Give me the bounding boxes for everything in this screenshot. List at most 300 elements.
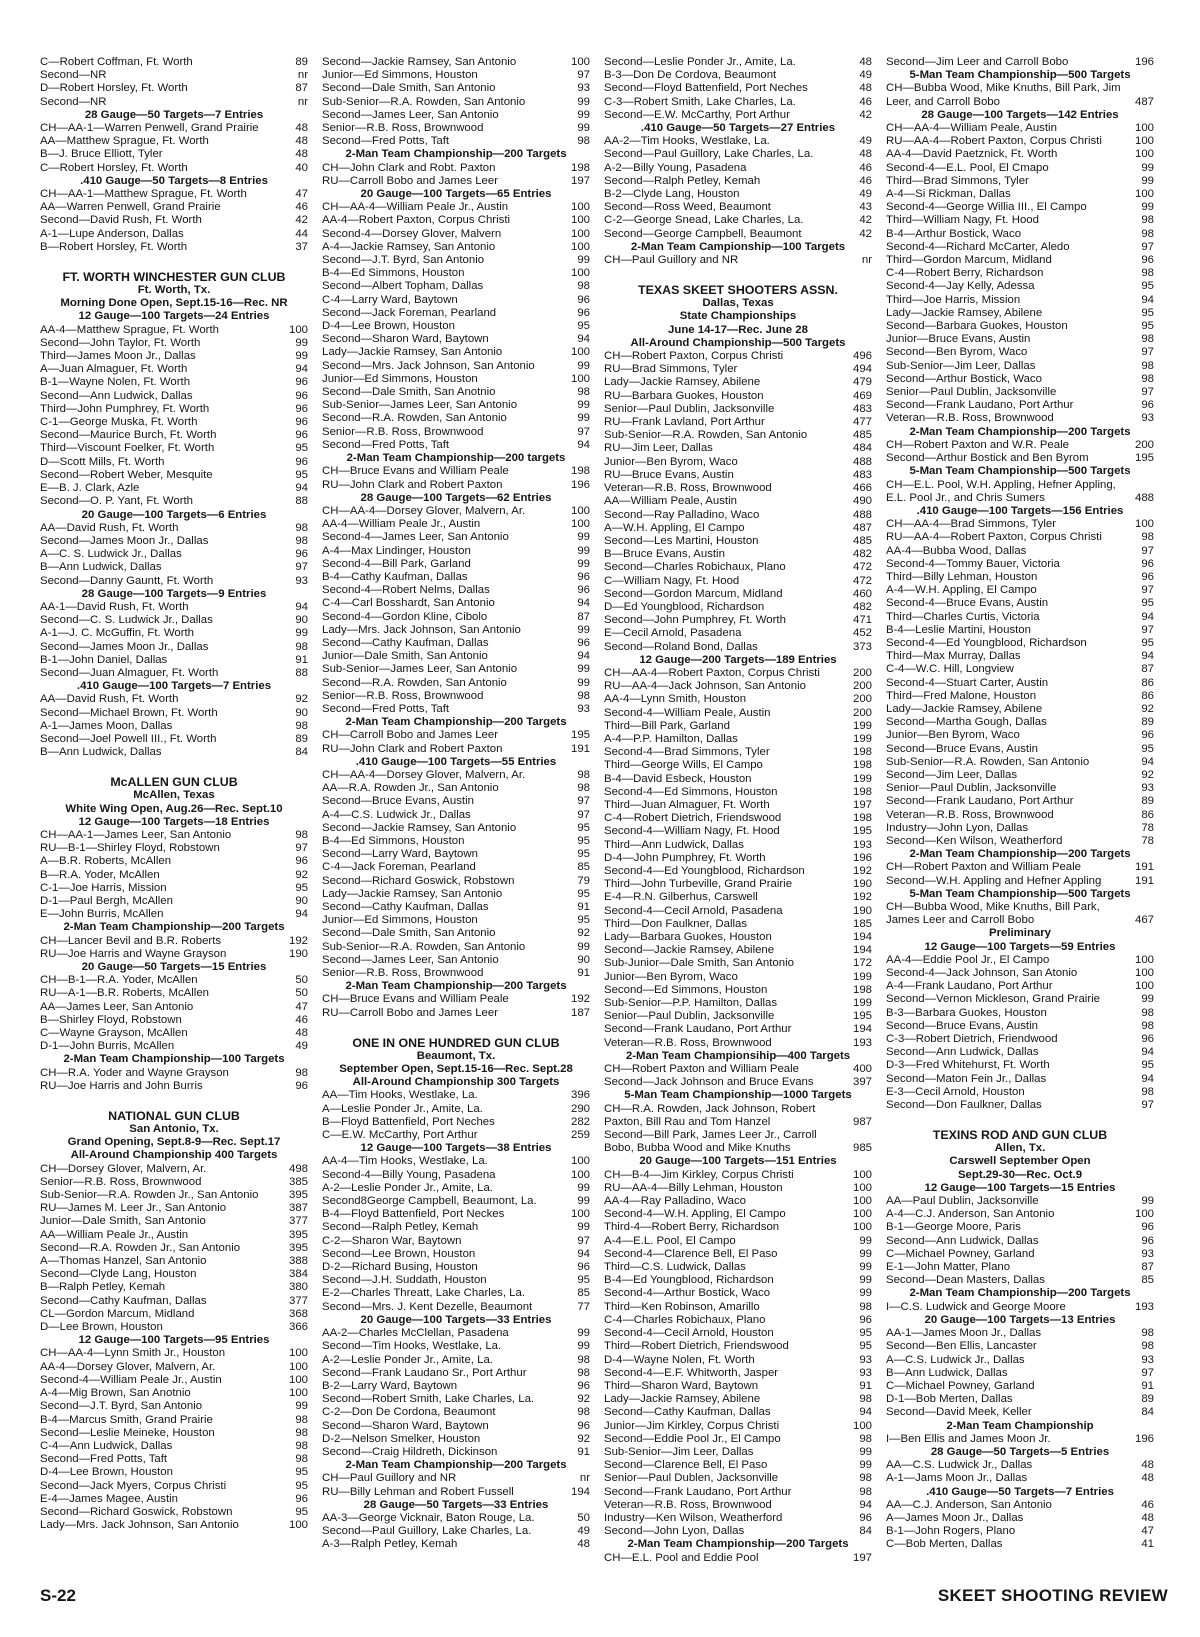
score: 48	[577, 1538, 590, 1551]
shooter-entry: RU—Jim Leer, Dallas	[604, 442, 713, 455]
shooter-entry: A-4—Max Lindinger, Houston	[322, 544, 471, 557]
result-row	[604, 1420, 872, 1433]
shooter-entry: A-1—J. C. McGuffin, Ft. Worth	[40, 627, 195, 640]
score: 89	[1141, 716, 1154, 729]
event-heading: 12 Gauge—100 Targets—15 Entries	[924, 1181, 1116, 1194]
shooter-entry: CH—R.A. Yoder and Wayne Grayson	[40, 1066, 229, 1079]
result-row	[886, 954, 1154, 967]
shooter-entry: Second—Ken Wilson, Weatherford	[886, 834, 1063, 847]
shooter-entry: CH—AA-4—Robert Paxton, Corpus Christi	[604, 666, 820, 679]
score: 98	[295, 521, 308, 534]
score: 95	[577, 848, 590, 861]
score: 197	[570, 174, 590, 187]
score: 366	[288, 1321, 308, 1334]
shooter-entry: B-1—Wayne Nolen, Ft. Worth	[40, 376, 191, 389]
shooter-entry: Industry—John Lyon, Dallas	[886, 821, 1029, 834]
score: 96	[577, 306, 590, 319]
score: 93	[1141, 1353, 1154, 1366]
shooter-entry: Second—Fred Potts, Taft	[322, 135, 450, 148]
result-row	[40, 469, 308, 482]
result-row	[40, 855, 308, 868]
shooter-entry: Second—Ben Byrom, Waco	[886, 346, 1028, 359]
result-row	[322, 109, 590, 122]
score: 98	[1141, 1006, 1154, 1019]
score: 99	[577, 254, 590, 267]
score: 396	[570, 1089, 590, 1102]
shooter-entry: Second—R.A. Rowden Jr., San Antonio	[40, 1241, 241, 1254]
result-row	[322, 518, 590, 531]
result-row	[40, 1480, 308, 1493]
shooter-entry: C-2—George Snead, Lake Charles, La.	[604, 214, 804, 227]
result-row	[604, 1472, 872, 1485]
score: 85	[577, 861, 590, 874]
result-row	[322, 914, 590, 927]
result-row	[886, 188, 1154, 201]
shooter-entry: Second—Robert Weber, Mesquite	[40, 468, 213, 481]
result-row	[322, 201, 590, 214]
score: 471	[852, 614, 872, 627]
result-row	[322, 941, 590, 954]
shooter-entry: CH—AA-1—Warren Penwell, Grand Prairie	[40, 122, 259, 135]
shooter-entry: Senior—R.B. Ross, Brownwood	[322, 425, 484, 438]
shooter-entry: Junior—Ed Simmons, Houston	[322, 69, 478, 82]
event-heading: All-Around Championship 400 Targets	[70, 1149, 278, 1162]
result-row	[40, 241, 308, 254]
result-row	[886, 1274, 1154, 1287]
shooter-entry: Third—Bill Park, Garland	[604, 719, 730, 732]
score: 198	[852, 812, 872, 825]
event-heading: 2-Man Team Championship	[946, 1419, 1094, 1432]
score: 41	[1141, 1538, 1154, 1551]
shooter-entry: Second—Ben Ellis, Lancaster	[886, 1340, 1037, 1353]
result-row	[886, 360, 1154, 373]
result-row	[40, 1506, 308, 1519]
event-heading: June 14-17—Rec. June 28	[668, 323, 808, 336]
event-heading: 5-Man Team Championship—500 Targets	[909, 465, 1131, 478]
score: 95	[295, 1466, 308, 1479]
shooter-entry: Second-4—Bill Park, Garland	[322, 557, 471, 570]
score: 47	[295, 1000, 308, 1013]
result-row	[40, 56, 308, 69]
score: 195	[852, 825, 872, 838]
result-row	[886, 822, 1154, 835]
shooter-entry: C-3—Robert Smith, Lake Charles, La.	[604, 95, 796, 108]
score: 98	[859, 1393, 872, 1406]
score: 194	[852, 1023, 872, 1036]
shooter-entry: Junior—Dale Smith, San Antonio	[40, 1215, 206, 1228]
shooter-entry: Second-4—Stuart Carter, Austin	[886, 676, 1049, 689]
result-row	[886, 980, 1154, 993]
shooter-entry: CH—AA-4—William Peale Jr., Austin	[322, 201, 509, 214]
shooter-entry: A—James Moon Jr., Dallas	[886, 1511, 1024, 1524]
score: 192	[570, 993, 590, 1006]
score: 91	[577, 967, 590, 980]
score: 46	[859, 174, 872, 187]
shooter-entry: B-4—Ed Youngblood, Richardson	[604, 1274, 774, 1287]
shooter-entry: Second—Martha Gough, Dallas	[886, 716, 1047, 729]
score: 199	[852, 719, 872, 732]
result-row	[322, 822, 590, 835]
result-row	[886, 1512, 1154, 1525]
shooter-entry: Sub-Senior—P.P. Hamilton, Dallas	[604, 997, 778, 1010]
result-row	[40, 829, 308, 842]
score: 96	[1141, 1234, 1154, 1247]
score: 37	[295, 240, 308, 253]
score: 190	[852, 904, 872, 917]
result-row	[886, 914, 1154, 927]
result-row	[604, 495, 872, 508]
shooter-entry: Second—Frank Laudano, Port Arthur	[886, 795, 1074, 808]
shooter-entry: CH—Robert Paxton, Corpus Christi	[604, 350, 784, 363]
result-row	[40, 1163, 308, 1176]
shooter-entry: AA-4—David Paetznick, Ft. Worth	[886, 148, 1058, 161]
shooter-entry: Junior—Ben Byrom, Waco	[886, 729, 1020, 742]
score: 198	[852, 759, 872, 772]
shooter-entry: E—B. J. Clark, Azle	[40, 482, 140, 495]
result-row	[40, 707, 308, 720]
score: 78	[1141, 834, 1154, 847]
shooter-entry: Second—Dale Smith, San Anotnio	[322, 386, 496, 399]
shooter-entry: Second—David Rush, Ft. Worth	[40, 214, 202, 227]
score: 191	[1134, 861, 1154, 874]
shooter-entry: D-3—Fred Whitehurst, Ft. Worth	[886, 1059, 1050, 1072]
shooter-entry: E-4—R.N. Gilberhus, Carswell	[604, 891, 758, 904]
event-heading: 2-Man Team Championship—200 Targets	[345, 148, 567, 161]
result-row	[604, 1182, 872, 1195]
shooter-entry: Second—Paul Guillory, Lake Charles, La.	[604, 148, 814, 161]
shooter-entry: AA—R.A. Rowden Jr., San Antonio	[322, 782, 499, 795]
score: 93	[859, 1366, 872, 1379]
shooter-entry: RU—Bruce Evans, Austin	[604, 468, 734, 481]
score: 193	[852, 1036, 872, 1049]
result-row	[886, 56, 1154, 69]
shooter-entry: Lady—Jackie Ramsey, San Antonio	[322, 887, 503, 900]
result-row	[886, 1099, 1154, 1112]
event-heading: 20 Gauge—100 Targets—6 Entries	[81, 508, 267, 521]
score: 98	[577, 689, 590, 702]
shooter-entry: Second-4—William Nagy, Ft. Hood	[604, 825, 780, 838]
result-row	[322, 1221, 590, 1234]
shooter-entry: Second—James Leer, San Antonio	[322, 108, 499, 121]
shooter-entry: Second—Bruce Evans, Austin	[322, 795, 474, 808]
score: 48	[859, 82, 872, 95]
score: 187	[570, 1006, 590, 1019]
shooter-entry: Second—Ralph Petley, Kemah	[322, 1221, 479, 1234]
score: 94	[577, 650, 590, 663]
shooter-entry: Second—Ed Simmons, Houston	[604, 983, 768, 996]
result-row	[886, 584, 1154, 597]
result-row	[322, 571, 590, 584]
shooter-entry: AA-2—Charles McClellan, Pasadena	[322, 1327, 509, 1340]
score: 395	[288, 1189, 308, 1202]
shooter-entry: Third—Ann Ludwick, Dallas	[604, 838, 744, 851]
shooter-entry: AA-4—Robert Paxton, Corpus Christi	[322, 214, 511, 227]
shooter-entry: AA—David Rush, Ft. Worth	[40, 693, 179, 706]
shooter-entry: Third—George Wills, El Campo	[604, 759, 763, 772]
score: 483	[852, 468, 872, 481]
event-heading: 12 Gauge—100 Targets—59 Entries	[924, 940, 1116, 953]
result-row	[604, 1552, 872, 1565]
score: 397	[852, 1076, 872, 1089]
result-row	[40, 1067, 308, 1080]
score: 96	[859, 1313, 872, 1326]
score: 46	[859, 95, 872, 108]
score: 482	[852, 548, 872, 561]
shooter-entry: Second—R.A. Rowden, San Antonio	[322, 412, 507, 425]
result-row	[40, 162, 308, 175]
shooter-entry: RU—B-1—Shirley Floyd, Robstown	[40, 842, 220, 855]
event-heading: 2-Man Team Championship—200 Targets	[909, 848, 1131, 861]
shooter-entry: A-1—James Moon, Dallas	[40, 719, 173, 732]
shooter-entry: Second—James Leer, San Antonio	[322, 953, 499, 966]
shooter-entry: A-1—Jams Moon Jr., Dallas	[886, 1472, 1028, 1485]
shooter-entry: CH—Bruce Evans and William Peale	[322, 465, 509, 478]
result-row	[40, 1387, 308, 1400]
shooter-entry: E-4—James Magee, Austin	[40, 1492, 179, 1505]
score: 97	[1141, 584, 1154, 597]
shooter-entry: Second-4—William Peale, Austin	[604, 706, 771, 719]
result-row	[322, 1129, 590, 1142]
shooter-entry: Second—David Meek, Keller	[886, 1406, 1032, 1419]
result-row	[40, 1440, 308, 1453]
score: 100	[1134, 188, 1154, 201]
shooter-entry: A-4—Mig Brown, San Anotnio	[40, 1387, 191, 1400]
score: 100	[1134, 1208, 1154, 1221]
result-row	[322, 122, 590, 135]
shooter-entry: RU—John Clark and Robert Paxton	[322, 478, 503, 491]
shooter-entry: RU—Billy Lehman and Robert Fussell	[322, 1485, 514, 1498]
shooter-entry: Second-4—E.L. Pool, El Cmapo	[886, 161, 1049, 174]
result-row	[322, 1103, 590, 1116]
shooter-entry: CH—AA-4—Brad Simmons, Tyler	[886, 518, 1057, 531]
result-row	[322, 1301, 590, 1314]
score: 96	[295, 548, 308, 561]
shooter-entry: AA—William Peale, Austin	[604, 495, 737, 508]
score: 100	[1134, 122, 1154, 135]
event-heading: All-Around Championship—500 Targets	[630, 336, 846, 349]
shooter-entry: B-1—John Daniel, Dallas	[40, 653, 168, 666]
shooter-entry: Second—Paul Guillory, Lake Charles, La.	[322, 1525, 532, 1538]
shooter-entry: Senior—Paul Dublin, Jacksonville	[604, 1010, 775, 1023]
score: 469	[852, 389, 872, 402]
shooter-entry: A—W.H. Appling, El Campo	[604, 521, 745, 534]
score: 94	[1141, 293, 1154, 306]
result-row	[40, 376, 308, 389]
result-row	[604, 852, 872, 865]
shooter-entry: Second—Mrs. J. Kent Dezelle, Beaumont	[322, 1300, 533, 1313]
result-row	[322, 241, 590, 254]
score: 48	[295, 122, 308, 135]
shooter-entry: Second—Maurice Burch, Ft. Worth	[40, 429, 217, 442]
score: 86	[1141, 689, 1154, 702]
club-heading: TEXAS SKEET SHOOTERS ASSN.	[638, 283, 838, 298]
result-row	[604, 878, 872, 891]
score: 48	[1141, 1472, 1154, 1485]
result-row	[40, 1400, 308, 1413]
result-row	[40, 1080, 308, 1093]
score: 89	[295, 56, 308, 68]
shooter-entry: Second-4—Tommy Bauer, Victoria	[886, 557, 1060, 570]
result-row	[322, 267, 590, 280]
score: 199	[852, 732, 872, 745]
score: 85	[577, 1287, 590, 1300]
result-row	[886, 96, 1154, 109]
shooter-entry: B-1—John Rogers, Plano	[886, 1525, 1016, 1538]
result-row	[886, 690, 1154, 703]
score: 93	[859, 1353, 872, 1366]
shooter-entry: Senior—Paul Dublen, Jacksonville	[604, 1472, 779, 1485]
score: 290	[570, 1102, 590, 1115]
result-row	[40, 1281, 308, 1294]
score: 385	[288, 1175, 308, 1188]
score: 395	[288, 1241, 308, 1254]
club-heading: FT. WORTH WINCHESTER GUN CLUB	[62, 270, 286, 285]
shooter-entry: Senior—R.B. Ross, Brownwood	[322, 967, 484, 980]
score: 95	[1141, 742, 1154, 755]
result-row	[40, 548, 308, 561]
shooter-entry: CH—AA-1—James Leer, San Antonio	[40, 828, 232, 841]
shooter-entry: Third—Charles Curtis, Victoria	[886, 610, 1040, 623]
result-row	[886, 782, 1154, 795]
shooter-entry: Third—James Moon Jr., Dallas	[40, 350, 196, 363]
result-row	[322, 1472, 590, 1485]
result-row	[40, 1001, 308, 1014]
result-row	[322, 69, 590, 82]
score: 100	[570, 1208, 590, 1221]
score: 194	[852, 931, 872, 943]
score: 95	[1141, 280, 1154, 293]
result-row	[604, 214, 872, 227]
result-row	[40, 214, 308, 227]
result-row	[886, 452, 1154, 465]
result-row	[322, 1380, 590, 1393]
score: 94	[1141, 755, 1154, 768]
score: 97	[1141, 544, 1154, 557]
result-row	[604, 350, 872, 363]
result-row	[604, 693, 872, 706]
shooter-entry: B-3—Barbara Guokes, Houston	[886, 1006, 1047, 1019]
shooter-entry: CH—John Clark and Robt. Paxton	[322, 161, 496, 174]
shooter-entry: Second—Ralph Petley, Kemah	[604, 174, 761, 187]
result-row	[886, 1538, 1154, 1551]
score: 100	[570, 227, 590, 240]
result-row	[40, 416, 308, 429]
score: 48	[1141, 1511, 1154, 1524]
score: 96	[1141, 254, 1154, 267]
column-3	[604, 56, 886, 1564]
shooter-entry: Second—Richard Goswick, Robstown	[322, 874, 515, 887]
club-heading: ONE IN ONE HUNDRED GUN CLUB	[352, 1035, 560, 1050]
score: 90	[295, 614, 308, 627]
score: 96	[1141, 729, 1154, 742]
event-heading: 28 Gauge—50 Targets—5 Entries	[930, 1445, 1110, 1458]
shooter-entry: Second—Lee Brown, Houston	[322, 1247, 476, 1260]
shooter-entry: Second—Floyd Battenfield, Port Neches	[604, 82, 808, 95]
shooter-entry: Second—J.H. Suddath, Houston	[322, 1274, 487, 1287]
shooter-entry: Second—Jim Leer and Carroll Bobo	[886, 56, 1069, 68]
result-row	[604, 773, 872, 786]
shooter-entry: Second-4—Richard McCarter, Aledo	[886, 240, 1070, 253]
result-row	[40, 82, 308, 95]
shooter-entry: A-4—Jackie Ramsey, San Antonio	[322, 240, 496, 253]
result-row	[886, 320, 1154, 333]
shooter-entry: Second—Ann Ludwick, Dallas	[886, 1046, 1039, 1059]
result-row	[886, 1248, 1154, 1261]
result-row	[886, 1301, 1154, 1314]
result-row	[886, 1459, 1154, 1472]
shooter-entry: Second—Richard Goswick, Robstown	[40, 1505, 233, 1518]
shooter-entry: Second-4—William Peale Jr., Austin	[40, 1373, 222, 1386]
shooter-entry: C-1—George Muska, Ft. Worth	[40, 416, 198, 429]
shooter-entry: Senior—R.B. Ross, Brownwood	[322, 122, 484, 135]
score: 92	[577, 1393, 590, 1406]
shooter-entry: Second—Michael Brown, Ft. Worth	[40, 706, 218, 719]
result-row	[604, 839, 872, 852]
score: 48	[859, 148, 872, 161]
shooter-entry: Second-4—Clarence Bell, El Paso	[604, 1247, 778, 1260]
shooter-entry: B—R.A. Yoder, McAllen	[40, 868, 160, 881]
shooter-entry: Sub-Senior—R.A. Rowden Jr., San Antonio	[40, 1189, 259, 1202]
result-row	[604, 1393, 872, 1406]
result-row	[604, 1433, 872, 1446]
shooter-entry: Lady—Jackie Ramsey, Abilene	[604, 1393, 761, 1406]
shooter-entry: AA—William Peale Jr., Austin	[40, 1228, 189, 1241]
result-row	[604, 1248, 872, 1261]
event-heading: McAllen, Texas	[133, 789, 215, 802]
score: 48	[859, 56, 872, 68]
result-row	[40, 1176, 308, 1189]
shooter-entry: Second—Leslie Meineke, Houston	[40, 1426, 215, 1439]
score: 192	[288, 934, 308, 947]
score: 95	[577, 1274, 590, 1287]
shooter-entry: Second—Frank Laudano, Port Arthur	[886, 399, 1074, 412]
shooter-entry: Veteran—R.B. Ross, Brownwood	[886, 808, 1054, 821]
score: 200	[852, 706, 872, 719]
shooter-entry: Second—Fred Potts, Taft	[322, 702, 450, 715]
shooter-entry: Second—Ann Ludwick, Dallas	[886, 1234, 1039, 1247]
result-row	[886, 254, 1154, 267]
score: 98	[1141, 359, 1154, 372]
result-row	[886, 769, 1154, 782]
shooter-entry: Second-4—W.H. Appling, El Campo	[604, 1208, 786, 1221]
result-row	[604, 799, 872, 812]
result-row	[604, 588, 872, 601]
score: 96	[295, 1492, 308, 1505]
event-heading: 12 Gauge—100 Targets—18 Entries	[78, 815, 270, 828]
result-row	[40, 627, 308, 640]
result-row	[40, 667, 308, 680]
shooter-entry: D-1—John Burris, McAllen	[40, 1040, 175, 1053]
score: 99	[577, 557, 590, 570]
result-row	[604, 390, 872, 403]
result-line: CH—R.A. Rowden, Jack Johnson, Robert	[604, 1102, 816, 1115]
result-row	[40, 869, 308, 882]
shooter-entry: A-4—W.H. Appling, El Campo	[886, 584, 1037, 597]
score: 96	[577, 1419, 590, 1432]
score: 95	[577, 887, 590, 900]
result-row	[604, 548, 872, 561]
event-heading: 2-Man Team Championship—200 Targets	[63, 921, 285, 934]
shooter-entry: D-2—Richard Busing, Houston	[322, 1261, 478, 1274]
shooter-entry: A-2—Leslie Ponder Jr., Amite, La.	[322, 1181, 493, 1194]
result-row	[886, 1340, 1154, 1353]
score: nr	[579, 1472, 590, 1485]
score: 93	[577, 82, 590, 95]
shooter-entry: C-4—Larry Ward, Baytown	[322, 293, 458, 306]
result-row	[40, 575, 308, 588]
result-row	[322, 1393, 590, 1406]
shooter-entry: RU—Joe Harris and Wayne Grayson	[40, 947, 227, 960]
